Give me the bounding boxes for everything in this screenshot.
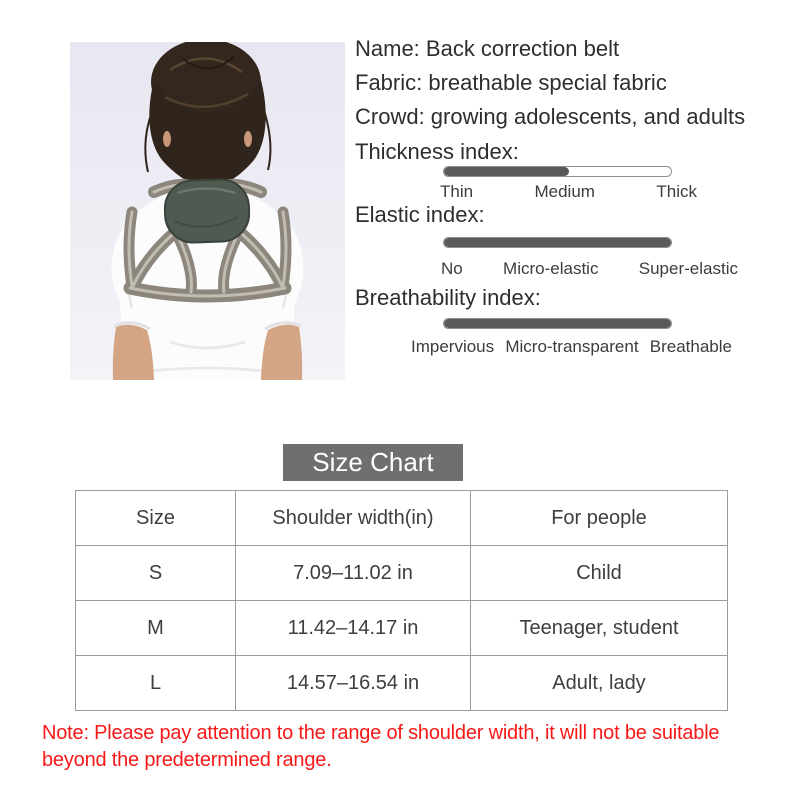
cell-size-s: S (76, 546, 236, 601)
label-medium: Medium (534, 182, 595, 201)
column-header-shoulder-width: Shoulder width(in) (236, 491, 471, 546)
back-belt-photo-illustration (70, 42, 345, 380)
cell-size-m: M (76, 601, 236, 656)
size-chart-title: Size Chart (283, 444, 463, 481)
label-micro-transparent: Micro-transparent (505, 337, 639, 356)
elastic-index-labels (441, 259, 738, 279)
cell-width-m: 11.42–14.17 in (236, 601, 471, 656)
breathability-index-labels (411, 337, 732, 357)
product-photo (70, 42, 345, 380)
size-chart-table (75, 490, 728, 711)
label-breathable: Breathable (649, 337, 732, 356)
cell-people-m: Teenager, student (471, 601, 728, 656)
cell-width-l: 14.57–16.54 in (236, 656, 471, 711)
note-text: Note: Please pay attention to the range of shoulder width, it will not be suitable beyond the predetermined range. (42, 722, 720, 771)
breathability-index-title: Breathability index: (355, 285, 541, 310)
breathability-index-bar-fill (444, 319, 671, 328)
label-super-elastic: Super-elastic (638, 259, 738, 278)
label-impervious: Impervious (411, 337, 495, 356)
right-arm (261, 325, 302, 380)
left-ear (163, 131, 171, 147)
right-ear (244, 131, 252, 147)
elastic-index-title: Elastic index: (355, 202, 485, 227)
size-chart-header-row (76, 491, 728, 546)
cell-people-l: Adult, lady (471, 656, 728, 711)
label-no: No (441, 259, 463, 278)
breathability-index-bar (443, 318, 672, 329)
thickness-index-labels (440, 182, 697, 202)
spec-fabric: Fabric: breathable special fabric (355, 70, 667, 95)
table-row-size-l (76, 656, 728, 711)
thickness-index-bar (443, 166, 672, 177)
spec-crowd: Crowd: growing adolescents, and adults (355, 104, 746, 129)
back-pad (164, 179, 250, 244)
cell-size-l: L (76, 656, 236, 711)
thickness-index-title: Thickness index: (355, 139, 519, 164)
thickness-index-bar-fill (444, 167, 569, 176)
elastic-index-bar-fill (444, 238, 671, 247)
label-micro-elastic: Micro-elastic (503, 259, 599, 278)
table-row-size-m (76, 601, 728, 656)
cell-people-s: Child (471, 546, 728, 601)
left-arm (113, 325, 154, 380)
column-header-size: Size (76, 491, 236, 546)
column-header-for-people: For people (471, 491, 728, 546)
label-thin: Thin (440, 182, 474, 201)
elastic-index-bar (443, 237, 672, 248)
table-row-size-s (76, 546, 728, 601)
spec-name: Name: Back correction belt (355, 36, 620, 61)
cell-width-s: 7.09–11.02 in (236, 546, 471, 601)
label-thick: Thick (656, 182, 697, 201)
